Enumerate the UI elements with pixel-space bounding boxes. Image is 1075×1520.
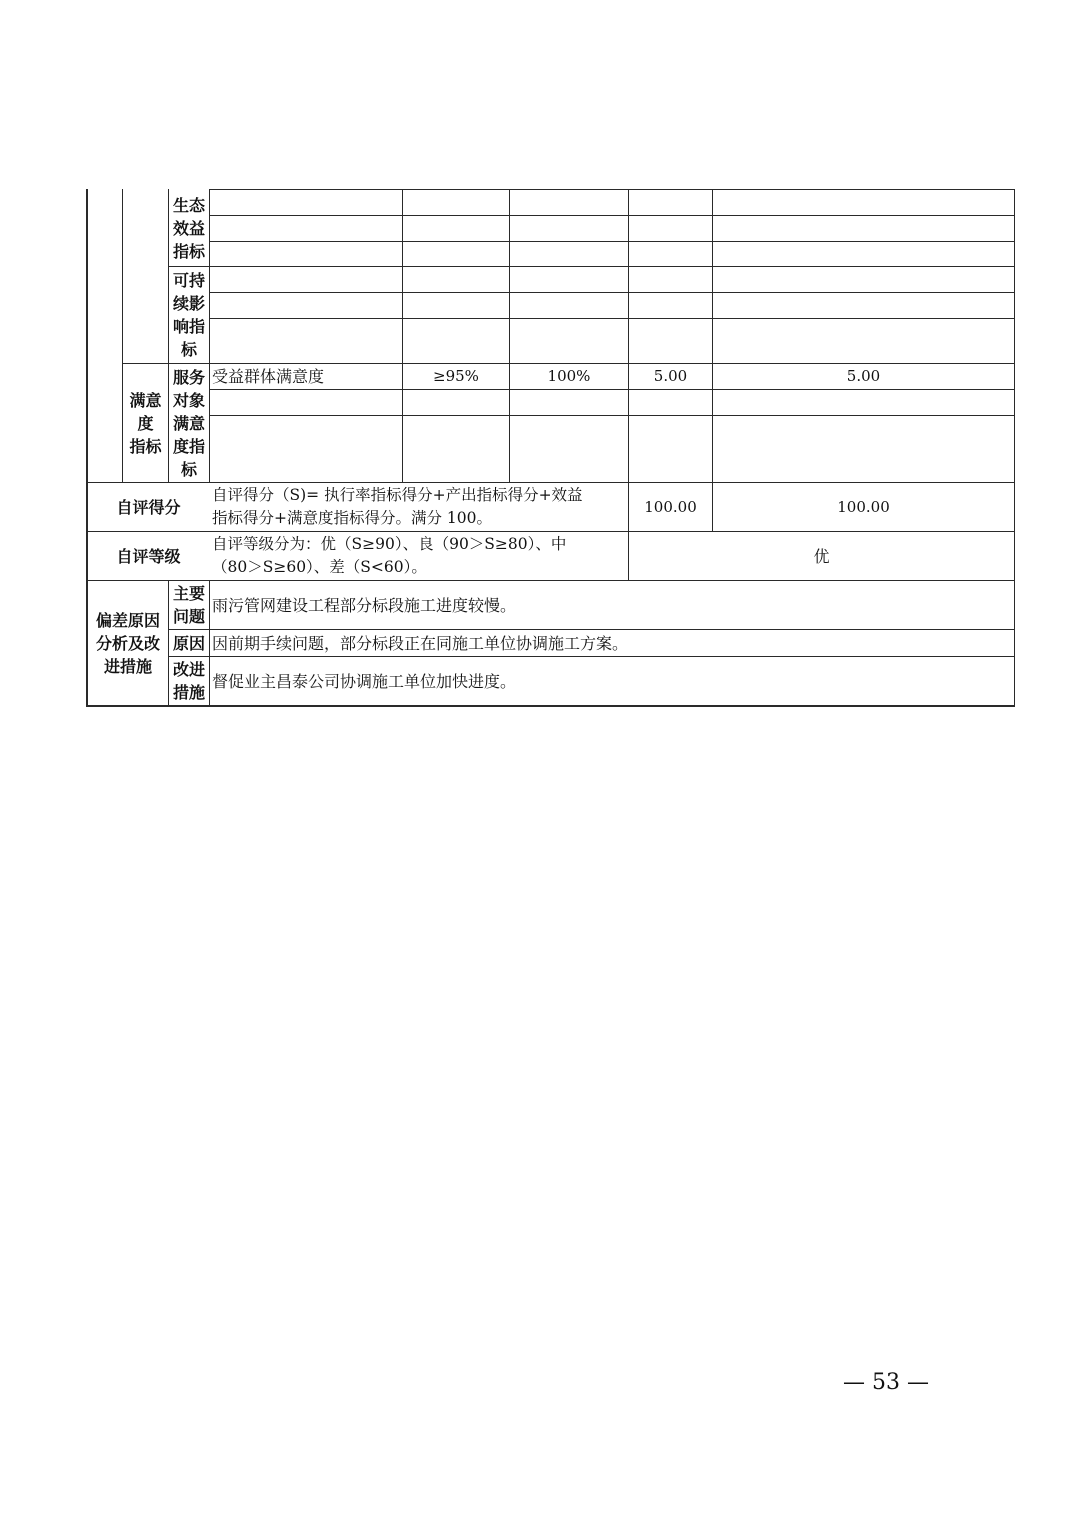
sustainability-label: 可持 续影 响指 标 bbox=[172, 271, 205, 359]
self-score-label: 自评得分 bbox=[116, 497, 181, 517]
service-satisfaction-label: 服务 对象 满意 度指 标 bbox=[172, 367, 205, 479]
table-rule bbox=[168, 266, 1015, 267]
table-rule bbox=[209, 215, 1015, 216]
table-rule bbox=[209, 389, 1015, 390]
table-rule bbox=[1014, 189, 1015, 707]
deviation-analysis-label: 偏差原因 分析及改 进措施 bbox=[95, 610, 160, 676]
satisfaction-target: ≥95% bbox=[433, 367, 479, 385]
self-grade-label: 自评等级 bbox=[116, 546, 181, 566]
reason-label: 原因 bbox=[172, 633, 205, 653]
satisfaction-indicator-label: 满意 度 指标 bbox=[129, 390, 162, 456]
self-score-description: 自评得分（S)= 执行率指标得分+产出指标得分+效益 指标得分+满意度指标得分。满分 100。 bbox=[212, 486, 583, 527]
table-rule bbox=[209, 292, 1015, 293]
table-rule bbox=[209, 318, 1015, 319]
satisfaction-actual: 100% bbox=[547, 367, 591, 385]
self-grade-value: 优 bbox=[813, 546, 830, 566]
eco-benefit-label: 生态 效益 指标 bbox=[172, 195, 205, 261]
table-rule bbox=[509, 189, 510, 483]
main-problem-label: 主要 问题 bbox=[172, 584, 205, 626]
table-rule bbox=[209, 189, 210, 483]
satisfaction-weight: 5.00 bbox=[653, 367, 688, 385]
table-rule bbox=[402, 189, 403, 483]
page-number: — 53 — bbox=[843, 1370, 929, 1395]
table-rule bbox=[86, 705, 1015, 707]
satisfaction-item-name: 受益群体满意度 bbox=[212, 367, 325, 386]
self-score-full: 100.00 bbox=[644, 497, 697, 516]
table-rule bbox=[712, 189, 713, 532]
improvement-text: 督促业主昌泰公司协调施工单位加快进度。 bbox=[212, 671, 517, 691]
self-score-value: 100.00 bbox=[837, 497, 890, 516]
satisfaction-score: 5.00 bbox=[846, 367, 881, 385]
table-rule bbox=[209, 241, 1015, 242]
evaluation-table bbox=[86, 189, 1015, 706]
self-grade-description: 自评等级分为：优（S≥90）、良（90＞S≥80）、中 （80＞S≥60）、差（S<60）。 bbox=[212, 535, 567, 576]
table-rule bbox=[209, 415, 1015, 416]
reason-text: 因前期手续问题，部分标段正在同施工单位协调施工方案。 bbox=[212, 633, 629, 653]
main-problem-text: 雨污管网建设工程部分标段施工进度较慢。 bbox=[212, 595, 517, 615]
improvement-label: 改进 措施 bbox=[172, 660, 205, 702]
table-rule bbox=[209, 189, 1015, 190]
